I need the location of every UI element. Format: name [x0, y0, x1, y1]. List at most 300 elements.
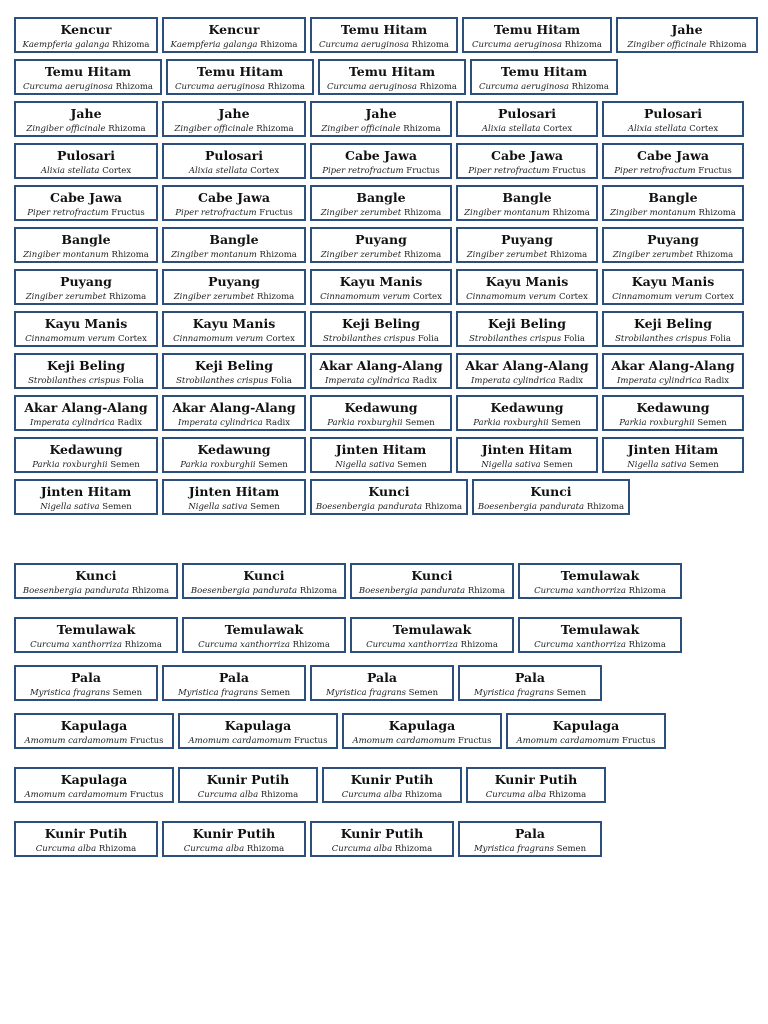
- herb-label: [14, 479, 158, 515]
- herb-part: Rhizoma: [246, 844, 285, 854]
- herb-label: [350, 563, 514, 599]
- herb-part: Folia: [122, 376, 144, 386]
- herb-common-name: Temu Hitam: [493, 22, 581, 37]
- herb-label: [602, 227, 744, 263]
- herb-label: [518, 617, 682, 653]
- herb-latin-name: [468, 788, 604, 802]
- herb-common-name: Kedawung: [49, 442, 123, 457]
- label-row: [14, 479, 758, 515]
- herb-latin-name: [604, 290, 742, 304]
- herb-species: Amomum cardamomum: [516, 736, 620, 746]
- herb-label: [14, 59, 162, 95]
- herb-species: Zingiber zerumbet: [173, 292, 255, 302]
- herb-part: Radix: [558, 376, 584, 386]
- herb-label: [162, 101, 306, 137]
- herb-species: Zingiber montanum: [610, 208, 696, 218]
- herb-species: Curcuma xanthorriza: [534, 586, 626, 596]
- herb-latin-name: [164, 458, 304, 472]
- herb-label: [14, 311, 158, 347]
- herb-label: [162, 143, 306, 179]
- herb-label: [602, 353, 744, 389]
- herb-common-name: Pulosari: [643, 106, 703, 121]
- herb-label: [14, 821, 158, 857]
- herb-part: Fructus: [130, 736, 164, 746]
- herb-common-name: Keji Beling: [194, 358, 273, 373]
- herb-common-name: Pala: [70, 670, 101, 685]
- herb-latin-name: [520, 584, 680, 598]
- herb-common-name: Keji Beling: [487, 316, 566, 331]
- herb-part: Rhizoma: [131, 586, 170, 596]
- herb-species: Piper retrofractum: [614, 166, 696, 176]
- label-sheet-1: [14, 17, 758, 521]
- herb-common-name: Pala: [514, 670, 545, 685]
- herb-part: Fructus: [406, 166, 440, 176]
- herb-part: Rhizoma: [404, 790, 443, 800]
- herb-latin-name: [604, 458, 742, 472]
- herb-label: [162, 665, 306, 701]
- herb-part: Fructus: [130, 790, 164, 800]
- herb-common-name: Cabe Jawa: [491, 148, 563, 163]
- label-row: [14, 227, 758, 263]
- herb-label: [518, 563, 682, 599]
- herb-common-name: Jahe: [70, 106, 102, 121]
- herb-label: [182, 617, 346, 653]
- herb-part: Rhizoma: [394, 844, 433, 854]
- herb-species: Curcuma aeruginosa: [175, 82, 265, 92]
- herb-label: [162, 479, 306, 515]
- herb-latin-name: [164, 416, 304, 430]
- herb-part: Semen: [260, 688, 291, 698]
- herb-label: [162, 185, 306, 221]
- herb-latin-name: [16, 38, 156, 52]
- herb-species: Cinnamomum verum: [25, 334, 116, 344]
- herb-part: Folia: [709, 334, 731, 344]
- herb-part: Folia: [270, 376, 292, 386]
- herb-species: Zingiber zerumbet: [612, 250, 694, 260]
- label-row: [14, 563, 758, 599]
- herb-label: [602, 101, 744, 137]
- herb-label: [602, 395, 744, 431]
- herb-species: Strobilanthes crispus: [469, 334, 562, 344]
- herb-label: [14, 395, 158, 431]
- herb-common-name: Kunir Putih: [350, 772, 434, 787]
- herb-common-name: Kapulaga: [552, 718, 620, 733]
- herb-label: [466, 767, 606, 803]
- herb-latin-name: [164, 122, 304, 136]
- herb-label: [178, 767, 318, 803]
- herb-latin-name: [458, 458, 596, 472]
- herb-latin-name: [16, 248, 156, 262]
- herb-latin-name: [472, 80, 616, 94]
- herb-part: Fructus: [294, 736, 328, 746]
- herb-label: [602, 143, 744, 179]
- herb-species: Imperata cylindrica: [470, 376, 556, 386]
- herb-label: [310, 227, 452, 263]
- herb-part: Semen: [697, 418, 727, 428]
- herb-common-name: Puyang: [60, 274, 112, 289]
- herb-species: Curcuma alba: [35, 844, 97, 854]
- herb-label: [602, 311, 744, 347]
- herb-part: Rhizoma: [108, 292, 147, 302]
- herb-part: Rhizoma: [111, 250, 149, 260]
- herb-latin-name: [16, 416, 156, 430]
- herb-latin-name: [458, 416, 596, 430]
- herb-species: Curcuma aeruginosa: [23, 82, 113, 92]
- herb-species: Alixia stellata: [627, 124, 687, 134]
- herb-latin-name: [180, 788, 316, 802]
- herb-part: Radix: [412, 376, 438, 386]
- herb-label: [310, 395, 452, 431]
- herb-common-name: Temu Hitam: [348, 64, 436, 79]
- herb-latin-name: [312, 38, 456, 52]
- herb-species: Boesenbergia pandurata: [315, 502, 423, 512]
- herb-part: Fructus: [622, 736, 656, 746]
- herb-label: [14, 17, 158, 53]
- herb-common-name: Jinten Hitam: [627, 442, 719, 457]
- herb-common-name: Kunir Putih: [44, 826, 128, 841]
- herb-common-name: Cabe Jawa: [50, 190, 122, 205]
- label-row: [14, 821, 758, 857]
- herb-species: Alixia stellata: [40, 166, 100, 176]
- herb-part: Fructus: [259, 208, 293, 218]
- herb-common-name: Bangle: [209, 232, 259, 247]
- herb-species: Imperata cylindrica: [177, 418, 263, 428]
- herb-part: Fructus: [698, 166, 732, 176]
- herb-latin-name: [344, 734, 500, 748]
- herb-common-name: Pulosari: [204, 148, 264, 163]
- herb-part: Rhizoma: [260, 790, 299, 800]
- herb-latin-name: [16, 734, 172, 748]
- herb-part: Cortex: [250, 166, 280, 176]
- herb-species: Curcuma alba: [197, 790, 259, 800]
- herb-label: [310, 353, 452, 389]
- herb-common-name: Kapulaga: [224, 718, 292, 733]
- herb-label: [458, 665, 602, 701]
- herb-species: Cinnamomum verum: [173, 334, 264, 344]
- herb-latin-name: [16, 164, 156, 178]
- herb-common-name: Kunci: [530, 484, 572, 499]
- herb-label: [310, 269, 452, 305]
- herb-common-name: Bangle: [502, 190, 552, 205]
- herb-label: [602, 185, 744, 221]
- herb-species: Boesenbergia pandurata: [190, 586, 298, 596]
- label-row: [14, 59, 758, 95]
- herb-species: Zingiber montanum: [171, 250, 257, 260]
- herb-part: Cortex: [117, 334, 147, 344]
- herb-common-name: Temu Hitam: [500, 64, 588, 79]
- herb-common-name: Jahe: [218, 106, 250, 121]
- herb-species: Myristica fragrans: [177, 688, 258, 698]
- herb-part: Semen: [408, 688, 439, 698]
- herb-common-name: Kunir Putih: [340, 826, 424, 841]
- herb-label: [310, 479, 468, 515]
- herb-latin-name: [164, 206, 304, 220]
- herb-common-name: Akar Alang-Alang: [319, 358, 443, 373]
- herb-species: Boesenbergia pandurata: [22, 586, 130, 596]
- herb-common-name: Temulawak: [56, 622, 136, 637]
- herb-common-name: Jinten Hitam: [481, 442, 573, 457]
- herb-part: Rhizoma: [403, 250, 442, 260]
- herb-latin-name: [604, 122, 742, 136]
- herb-species: Cinnamomum verum: [612, 292, 703, 302]
- herb-latin-name: [458, 122, 596, 136]
- herb-species: Parkia roxburghii: [180, 460, 256, 470]
- herb-part: Rhizoma: [98, 844, 137, 854]
- herb-species: Amomum cardamomum: [24, 790, 128, 800]
- label-row: [14, 665, 758, 701]
- herb-label: [310, 665, 454, 701]
- label-row: [14, 767, 758, 803]
- herb-latin-name: [16, 290, 156, 304]
- herb-common-name: Kapulaga: [388, 718, 456, 733]
- herb-label: [310, 821, 454, 857]
- herb-common-name: Kayu Manis: [192, 316, 276, 331]
- herb-species: Zingiber officinale: [627, 40, 707, 50]
- herb-label: [310, 101, 452, 137]
- herb-label: [350, 617, 514, 653]
- herb-label: [14, 437, 158, 473]
- herb-species: Zingiber zerumbet: [320, 208, 402, 218]
- herb-latin-name: [16, 206, 156, 220]
- herb-species: Kaempferia galanga: [22, 40, 110, 50]
- label-row: [14, 437, 758, 473]
- herb-common-name: Keji Beling: [341, 316, 420, 331]
- herb-latin-name: [164, 164, 304, 178]
- herb-common-name: Kunir Putih: [494, 772, 578, 787]
- herb-common-name: Temulawak: [560, 622, 640, 637]
- herb-label: [162, 311, 306, 347]
- herb-part: Rhizoma: [698, 208, 736, 218]
- herb-latin-name: [164, 500, 304, 514]
- herb-label: [14, 713, 174, 749]
- herb-part: Fructus: [458, 736, 492, 746]
- herb-part: Rhizoma: [548, 790, 587, 800]
- herb-label: [178, 713, 338, 749]
- herb-latin-name: [460, 842, 600, 856]
- herb-label: [162, 353, 306, 389]
- herb-label: [456, 269, 598, 305]
- herb-species: Parkia roxburghii: [32, 460, 108, 470]
- herb-part: Rhizoma: [115, 82, 153, 92]
- herb-common-name: Kapulaga: [60, 718, 128, 733]
- herb-label: [14, 227, 158, 263]
- herb-common-name: Temulawak: [224, 622, 304, 637]
- herb-part: Rhizoma: [403, 124, 441, 134]
- herb-latin-name: [458, 248, 596, 262]
- herb-species: Strobilanthes crispus: [615, 334, 708, 344]
- herb-common-name: Temu Hitam: [196, 64, 284, 79]
- herb-species: Boesenbergia pandurata: [477, 502, 585, 512]
- herb-label: [462, 17, 612, 53]
- herb-latin-name: [320, 80, 464, 94]
- herb-label: [14, 617, 178, 653]
- label-row: [14, 101, 758, 137]
- herb-species: Curcuma xanthorriza: [30, 640, 122, 650]
- herb-species: Curcuma alba: [341, 790, 403, 800]
- herb-common-name: Pala: [514, 826, 545, 841]
- herb-species: Curcuma alba: [485, 790, 547, 800]
- herb-common-name: Kayu Manis: [631, 274, 715, 289]
- herb-label: [616, 17, 758, 53]
- herb-common-name: Kencur: [208, 22, 260, 37]
- herb-label: [456, 311, 598, 347]
- herb-latin-name: [168, 80, 312, 94]
- herb-part: Semen: [556, 688, 587, 698]
- herb-label: [456, 143, 598, 179]
- herb-part: Semen: [551, 418, 581, 428]
- herb-label: [182, 563, 346, 599]
- herb-part: Rhizoma: [403, 208, 442, 218]
- herb-part: Semen: [112, 688, 143, 698]
- herb-latin-name: [352, 638, 512, 652]
- herb-label: [310, 17, 458, 53]
- herb-common-name: Jinten Hitam: [335, 442, 427, 457]
- herb-common-name: Temu Hitam: [44, 64, 132, 79]
- herb-common-name: Pulosari: [497, 106, 557, 121]
- herb-latin-name: [184, 584, 344, 598]
- herb-label: [456, 353, 598, 389]
- herb-part: Rhizoma: [124, 640, 162, 650]
- herb-latin-name: [312, 332, 450, 346]
- herb-label: [602, 269, 744, 305]
- herb-part: Rhizoma: [628, 640, 666, 650]
- herb-species: Amomum cardamomum: [24, 736, 128, 746]
- herb-common-name: Puyang: [355, 232, 407, 247]
- herb-species: Piper retrofractum: [468, 166, 550, 176]
- herb-common-name: Pulosari: [56, 148, 116, 163]
- herb-latin-name: [312, 290, 450, 304]
- herb-species: Alixia stellata: [188, 166, 248, 176]
- herb-part: Cortex: [558, 292, 588, 302]
- label-sheet-2: [14, 563, 758, 863]
- herb-part: Cortex: [412, 292, 442, 302]
- herb-part: Rhizoma: [467, 586, 506, 596]
- herb-latin-name: [184, 638, 344, 652]
- herb-latin-name: [458, 290, 596, 304]
- herb-species: Boesenbergia pandurata: [358, 586, 466, 596]
- herb-species: Parkia roxburghii: [619, 418, 695, 428]
- herb-latin-name: [16, 122, 156, 136]
- herb-label: [162, 269, 306, 305]
- herb-label: [506, 713, 666, 749]
- herb-species: Nigella sativa: [627, 460, 687, 470]
- herb-common-name: Puyang: [647, 232, 699, 247]
- herb-latin-name: [16, 458, 156, 472]
- herb-species: Strobilanthes crispus: [28, 376, 121, 386]
- herb-common-name: Kayu Manis: [485, 274, 569, 289]
- herb-latin-name: [164, 248, 304, 262]
- herb-common-name: Kedawung: [490, 400, 564, 415]
- herb-species: Piper retrofractum: [27, 208, 109, 218]
- herb-label: [162, 821, 306, 857]
- herb-common-name: Cabe Jawa: [637, 148, 709, 163]
- herb-latin-name: [604, 164, 742, 178]
- herb-latin-name: [16, 842, 156, 856]
- herb-species: Curcuma xanthorriza: [198, 640, 290, 650]
- herb-species: Nigella sativa: [188, 502, 248, 512]
- herb-latin-name: [312, 248, 450, 262]
- herb-latin-name: [604, 374, 742, 388]
- label-row: [14, 269, 758, 305]
- herb-label: [162, 227, 306, 263]
- herb-common-name: Kunir Putih: [192, 826, 276, 841]
- herb-common-name: Kunci: [75, 568, 117, 583]
- herb-latin-name: [312, 842, 452, 856]
- herb-common-name: Jinten Hitam: [188, 484, 280, 499]
- herb-species: Zingiber montanum: [23, 250, 109, 260]
- herb-latin-name: [312, 164, 450, 178]
- herb-part: Semen: [110, 460, 140, 470]
- herb-part: Radix: [265, 418, 291, 428]
- herb-species: Imperata cylindrica: [324, 376, 410, 386]
- herb-latin-name: [16, 80, 160, 94]
- herb-label: [14, 767, 174, 803]
- herb-common-name: Keji Beling: [46, 358, 125, 373]
- herb-part: Rhizoma: [571, 82, 609, 92]
- herb-part: Rhizoma: [419, 82, 457, 92]
- herb-latin-name: [164, 842, 304, 856]
- herb-label: [14, 143, 158, 179]
- herb-species: Zingiber officinale: [321, 124, 401, 134]
- herb-label: [162, 17, 306, 53]
- herb-label: [310, 143, 452, 179]
- herb-latin-name: [458, 206, 596, 220]
- herb-species: Myristica fragrans: [325, 688, 406, 698]
- herb-common-name: Kedawung: [636, 400, 710, 415]
- herb-part: Rhizoma: [260, 40, 298, 50]
- label-row: [14, 713, 758, 749]
- herb-latin-name: [180, 734, 336, 748]
- herb-part: Semen: [556, 844, 587, 854]
- herb-common-name: Temu Hitam: [340, 22, 428, 37]
- herb-latin-name: [164, 290, 304, 304]
- herb-part: Semen: [102, 502, 132, 512]
- herb-common-name: Kayu Manis: [339, 274, 423, 289]
- herb-label: [14, 665, 158, 701]
- herb-part: Rhizoma: [292, 640, 330, 650]
- herb-part: Cortex: [704, 292, 734, 302]
- label-row: [14, 17, 758, 53]
- herb-part: Rhizoma: [564, 40, 602, 50]
- herb-species: Myristica fragrans: [29, 688, 110, 698]
- herb-species: Imperata cylindrica: [616, 376, 702, 386]
- herb-common-name: Akar Alang-Alang: [465, 358, 589, 373]
- herb-latin-name: [312, 458, 450, 472]
- herb-species: Strobilanthes crispus: [176, 376, 269, 386]
- herb-latin-name: [164, 332, 304, 346]
- herb-label: [166, 59, 314, 95]
- herb-part: Fructus: [552, 166, 586, 176]
- herb-part: Cortex: [543, 124, 573, 134]
- herb-species: Curcuma aeruginosa: [327, 82, 417, 92]
- herb-latin-name: [604, 332, 742, 346]
- herb-latin-name: [16, 500, 156, 514]
- herb-species: Nigella sativa: [40, 502, 100, 512]
- herb-species: Imperata cylindrica: [29, 418, 115, 428]
- herb-label: [14, 353, 158, 389]
- herb-common-name: Kedawung: [197, 442, 271, 457]
- herb-part: Radix: [117, 418, 143, 428]
- herb-species: Curcuma aeruginosa: [319, 40, 409, 50]
- herb-part: Cortex: [102, 166, 132, 176]
- herb-label: [472, 479, 630, 515]
- herb-part: Semen: [689, 460, 719, 470]
- herb-latin-name: [604, 416, 742, 430]
- herb-latin-name: [324, 788, 460, 802]
- herb-label: [310, 437, 452, 473]
- herb-part: Folia: [563, 334, 585, 344]
- herb-part: Semen: [250, 502, 280, 512]
